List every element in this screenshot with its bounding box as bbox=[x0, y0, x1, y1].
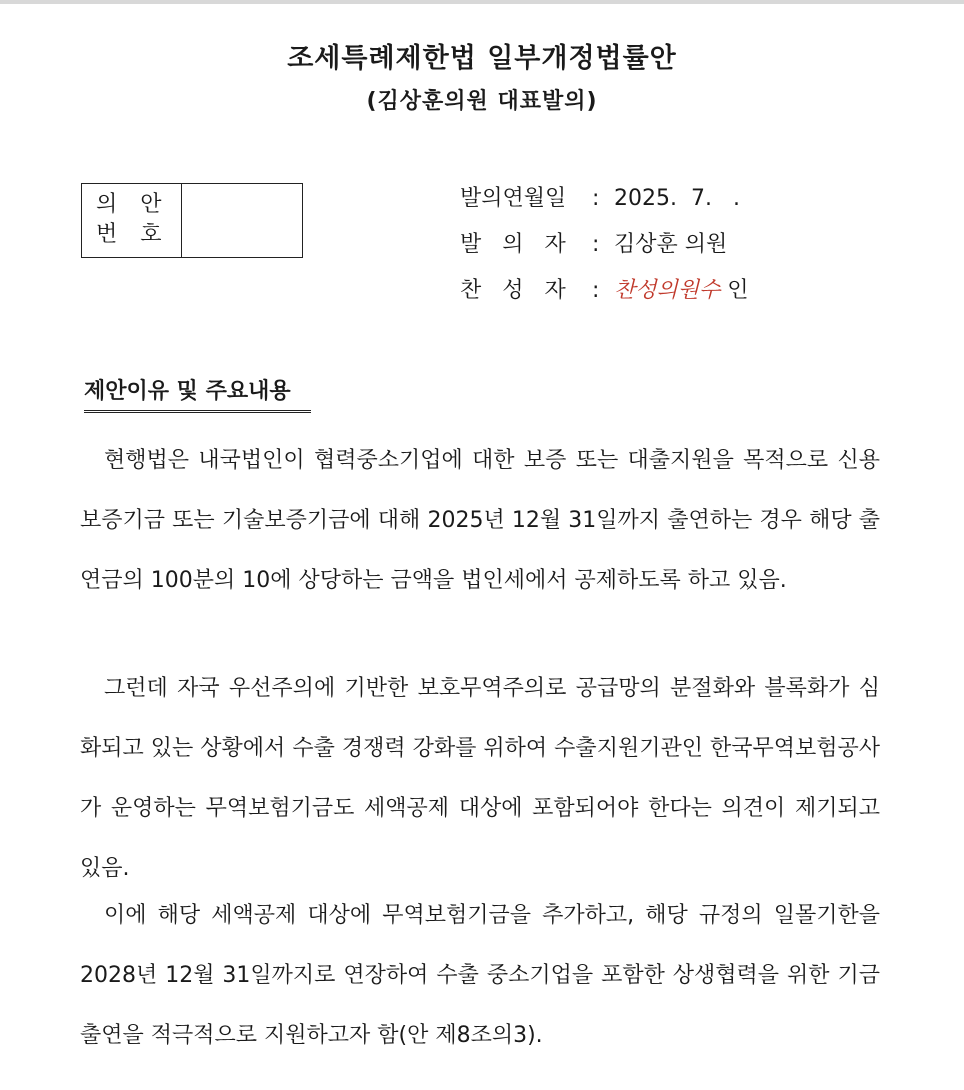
meta-date-row bbox=[460, 183, 749, 229]
document-subtitle: (김상훈의원 대표발의) bbox=[366, 89, 598, 114]
top-divider bbox=[0, 0, 964, 4]
document-title: 조세특례제한법 일부개정법률안 bbox=[287, 43, 677, 74]
bill-number-label-line1: 의 안 bbox=[96, 192, 170, 217]
bill-number-label-line2: 번 호 bbox=[96, 222, 170, 247]
body-paragraph-1 bbox=[80, 431, 880, 611]
body-paragraph-2 bbox=[80, 659, 880, 899]
bill-meta bbox=[460, 183, 749, 321]
meta-proposer-label: 발 의 자 bbox=[460, 232, 566, 257]
meta-supporter-label: 찬 성 자 bbox=[460, 278, 566, 303]
meta-date-label: 발의연월일 bbox=[460, 186, 567, 211]
meta-proposer-row bbox=[460, 229, 749, 275]
meta-proposer-value: 김상훈 의원 bbox=[614, 232, 728, 257]
meta-date-value: 2025. 7. . bbox=[614, 186, 740, 211]
bill-number-label bbox=[82, 184, 182, 257]
paragraph-text: 이에 해당 세액공제 대상에 무역보험기금을 추가하고, 해당 규정의 일몰기한을 2028년 12월 31일까지로 연장하여 수출 중소기업을 포함한 상생협력을 위한 기금 출연을 적극적으로 지원하고자 함(안 제8조의3). bbox=[80, 903, 880, 1048]
meta-supporter-row bbox=[460, 275, 749, 321]
paragraph-text: 현행법은 내국법인이 협력중소기업에 대한 보증 또는 대출지원을 목적으로 신용보증기금 또는 기술보증기금에 대해 2025년 12월 31일까지 출연하는 경우 해당 출연금의 100분의 10에 상당하는 금액을 법인세에서 공제하도록 하고 있음. bbox=[80, 448, 880, 593]
meta-supporter-count: 찬성의원수 bbox=[614, 278, 721, 303]
body-paragraph-3 bbox=[80, 886, 880, 1066]
bill-number-value bbox=[182, 184, 302, 257]
bill-number-box bbox=[81, 183, 303, 258]
meta-supporter-suffix: 인 bbox=[720, 278, 749, 303]
meta-separator: : bbox=[592, 186, 600, 211]
meta-separator: : bbox=[592, 232, 600, 257]
section-heading: 제안이유 및 주요내용 bbox=[84, 374, 311, 413]
paragraph-text: 그런데 자국 우선주의에 기반한 보호무역주의로 공급망의 분절화와 블록화가 심화되고 있는 상황에서 수출 경쟁력 강화를 위하여 수출지원기관인 한국무역보험공사가 운영하는 무역보험기금도 세액공제 대상에 포함되어야 한다는 의견이 제기되고 있음. bbox=[80, 676, 880, 881]
meta-separator: : bbox=[592, 278, 600, 303]
